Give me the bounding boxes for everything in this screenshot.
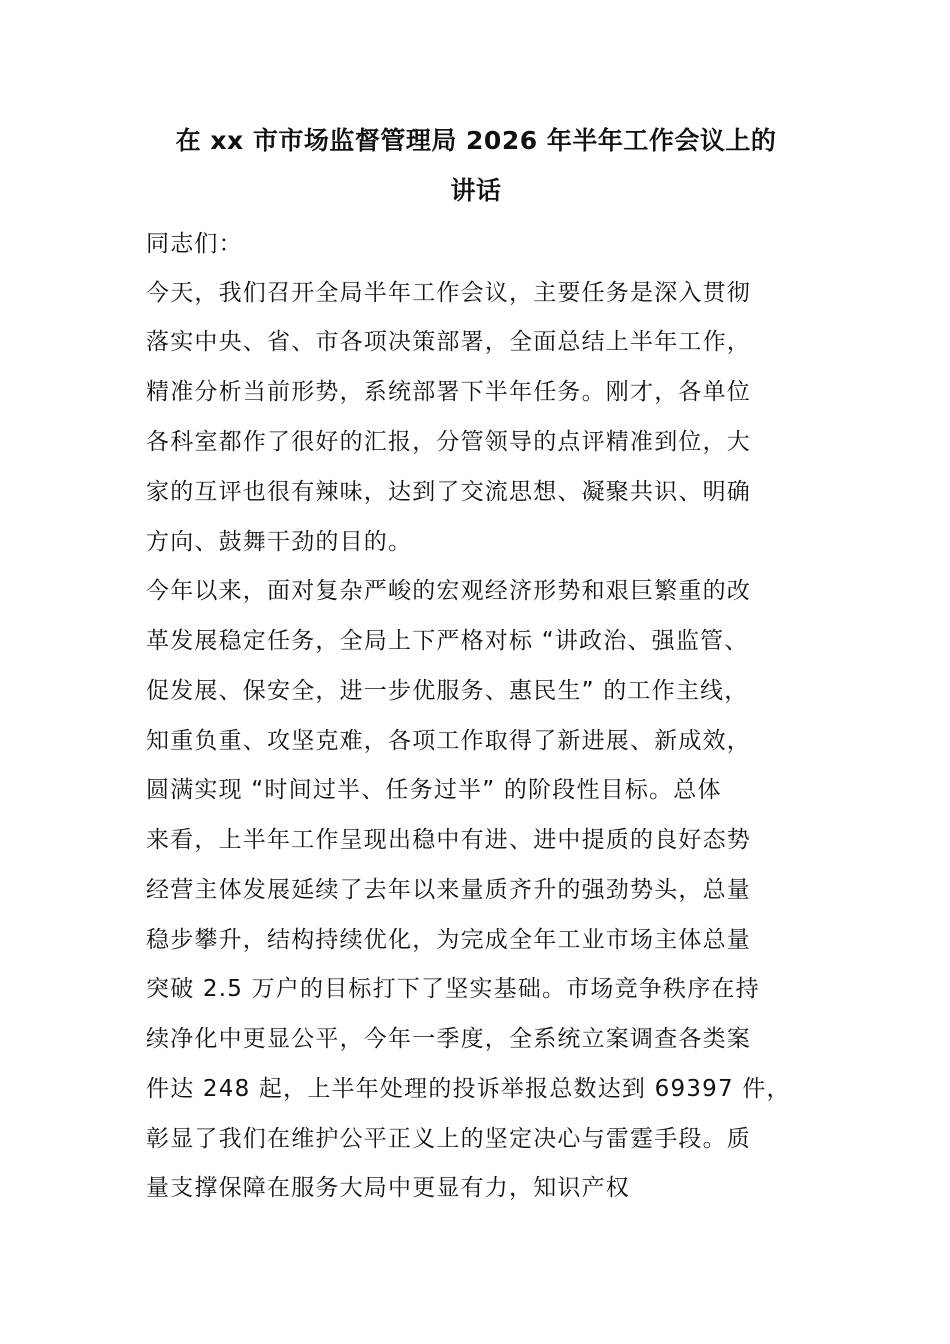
body-line: 各科室都作了很好的汇报，分管领导的点评精准到位，大 — [146, 429, 751, 455]
body-line: 今天，我们召开全局半年工作会议，主要任务是深入贯彻 — [146, 280, 751, 306]
body-line: 稳步攀升，结构持续优化，为完成全年工业市场主体总量 — [146, 927, 751, 953]
body-line: 突破 2.5 万户的目标打下了坚实基础。市场竞争秩序在持 — [146, 976, 760, 1002]
body-line: 精准分析当前形势，系统部署下半年任务。刚才，各单位 — [146, 379, 751, 405]
body-line: 革发展稳定任务，全局上下严格对标 “讲政治、强监管、 — [146, 628, 749, 654]
body-line: 今年以来，面对复杂严峻的宏观经济形势和艰巨繁重的改 — [146, 578, 751, 604]
body-line: 方向、鼓舞干劲的目的。 — [146, 529, 413, 555]
body-line: 经营主体发展延续了去年以来量质齐升的强劲势头，总量 — [146, 877, 751, 903]
body-line: 圆满实现 “时间过半、任务过半” 的阶段性目标。总体 — [146, 777, 722, 803]
body-line: 续净化中更显公平，今年一季度，全系统立案调查各类案 — [146, 1026, 751, 1052]
body-line: 知重负重、攻坚克难，各项工作取得了新进展、新成效， — [146, 728, 751, 754]
salutation: 同志们： — [146, 231, 243, 257]
body-line: 促发展、保安全，进一步优服务、惠民生” 的工作主线， — [146, 678, 749, 704]
body-line: 量支撑保障在服务大局中更显有力，知识产权 — [146, 1175, 630, 1201]
document-title-line-2: 讲话 — [450, 176, 502, 205]
body-line: 来看，上半年工作呈现出稳中有进、进中提质的良好态势 — [146, 827, 751, 853]
body-line: 件达 248 起，上半年处理的投诉举报总数达到 69397 件， — [146, 1076, 791, 1102]
body-line: 落实中央、省、市各项决策部署，全面总结上半年工作， — [146, 329, 751, 355]
body-line: 家的互评也很有辣味，达到了交流思想、凝聚共识、明确 — [146, 479, 751, 505]
document-title-line-1: 在 xx 市市场监督管理局 2026 年半年工作会议上的 — [175, 126, 777, 155]
body-line: 彰显了我们在维护公平正义上的坚定决心与雷霆手段。质 — [146, 1126, 751, 1152]
